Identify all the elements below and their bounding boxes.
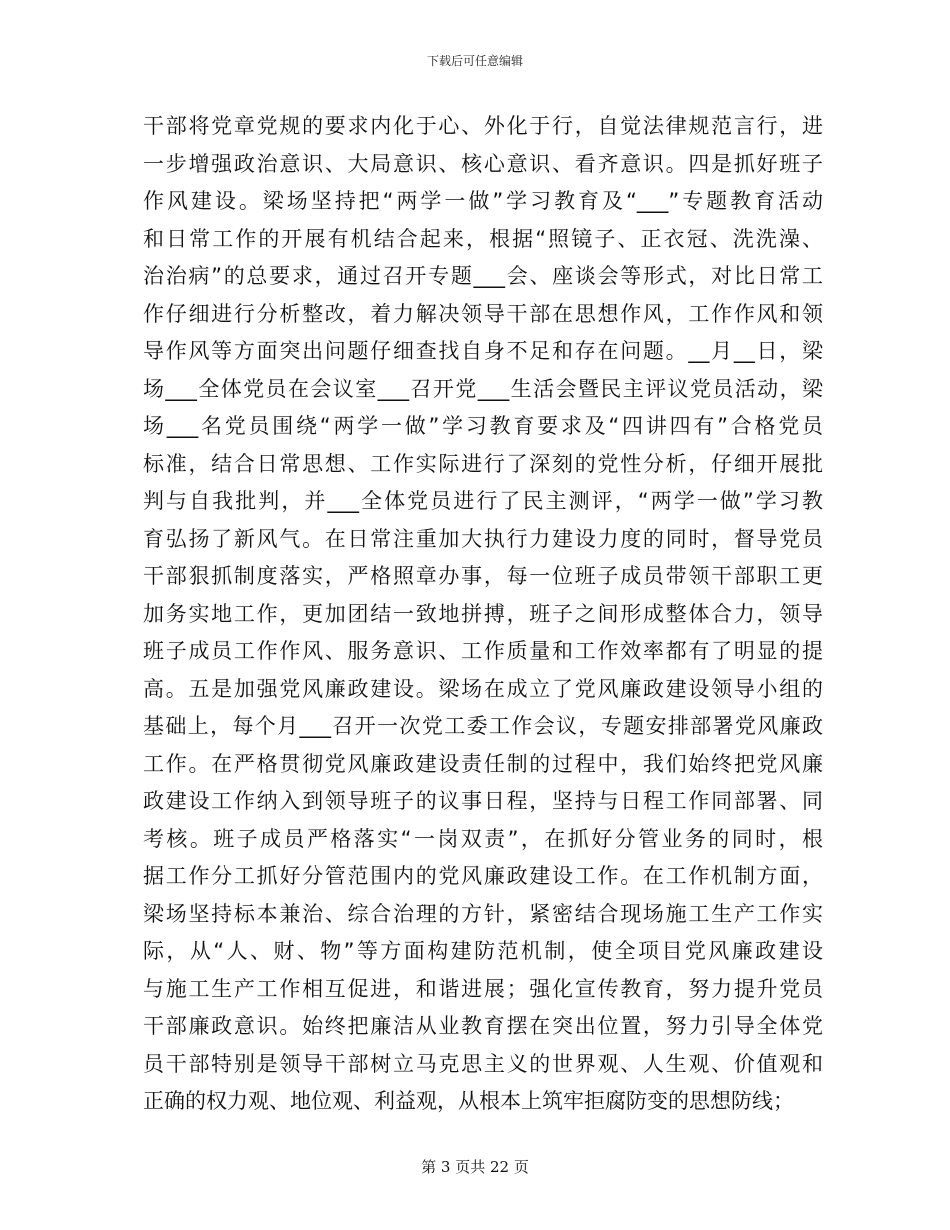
body-line: 标准，结合日常思想、工作实际进行了深刻的党性分析，仔细开展批 xyxy=(143,451,823,476)
body-line: 治治病”的总要求，通过召开专题___会、座谈会等形式，对比日常工 xyxy=(143,264,823,288)
body-line: 场___名党员围绕“两学一做”学习教育要求及“四讲四有”合格党员 xyxy=(143,414,823,438)
body-line: 正确的权力观、地位观、利益观，从根本上筑牢拒腐防变的思想防线； xyxy=(143,1089,794,1113)
body-line: 干部廉政意识。始终把廉洁从业教育摆在突出位置，努力引导全体党 xyxy=(143,1014,823,1038)
body-line: 作仔细进行分析整改，着力解决领导干部在思想作风，工作作风和领 xyxy=(143,301,823,326)
body-line: 加务实地工作，更加团结一致地拼搏，班子之间形成整体合力，领导 xyxy=(143,601,823,626)
body-line: 据工作分工抓好分管范围内的党风廉政建设工作。在工作机制方面， xyxy=(143,864,823,888)
body-line: 一步增强政治意识、大局意识、核心意识、看齐意识。四是抓好班子 xyxy=(143,151,823,176)
body-line: 和日常工作的开展有机结合起来，根据“照镜子、正衣冠、洗洗澡、 xyxy=(143,226,823,251)
body-line: 际，从“人、财、物”等方面构建防范机制，使全项目党风廉政建设 xyxy=(143,939,823,963)
body-line: 干部狠抓制度落实，严格照章办事，每一位班子成员带领干部职工更 xyxy=(143,564,823,588)
page-header: 下载后可任意编辑 xyxy=(426,54,523,68)
body-line: 作风建设。梁场坚持把“两学一做”学习教育及“___”专题教育活动 xyxy=(143,189,823,213)
body-line: 考核。班子成员严格落实“一岗双责”，在抓好分管业务的同时，根 xyxy=(143,826,823,851)
body-line: 判与自我批判，并___全体党员进行了民主测评，“两学一做”学习教 xyxy=(143,489,823,513)
body-line: 员干部特别是领导干部树立马克思主义的世界观、人生观、价值观和 xyxy=(143,1051,823,1076)
body-line: 导作风等方面突出问题仔细查找自身不足和存在问题。__月__日，梁 xyxy=(143,339,823,363)
page-footer: 第 3 页共 22 页 xyxy=(421,1158,529,1176)
body-line: 基础上，每个月___召开一次党工委工作会议，专题安排部署党风廉政 xyxy=(143,714,823,738)
body-line: 工作。在严格贯彻党风廉政建设责任制的过程中，我们始终把党风廉 xyxy=(143,751,823,776)
body-line: 育弘扬了新风气。在日常注重加大执行力建设力度的同时，督导党员 xyxy=(143,526,823,551)
body-line: 与施工生产工作相互促进，和谐进展；强化宣传教育，努力提升党员 xyxy=(143,976,823,1001)
body-line: 高。五是加强党风廉政建设。梁场在成立了党风廉政建设领导小组的 xyxy=(143,676,823,701)
document-body xyxy=(143,108,823,1121)
body-line: 梁场坚持标本兼治、综合治理的方针，紧密结合现场施工生产工作实 xyxy=(143,901,823,926)
body-line: 干部将党章党规的要求内化于心、外化于行，自觉法律规范言行，进 xyxy=(143,114,823,138)
body-line: 政建设工作纳入到领导班子的议事日程，坚持与日程工作同部署、同 xyxy=(143,789,823,813)
body-line: 场___全体党员在会议室___召开党___生活会暨民主评议党员活动，梁 xyxy=(143,376,823,401)
body-line: 班子成员工作作风、服务意识、工作质量和工作效率都有了明显的提 xyxy=(143,639,823,663)
